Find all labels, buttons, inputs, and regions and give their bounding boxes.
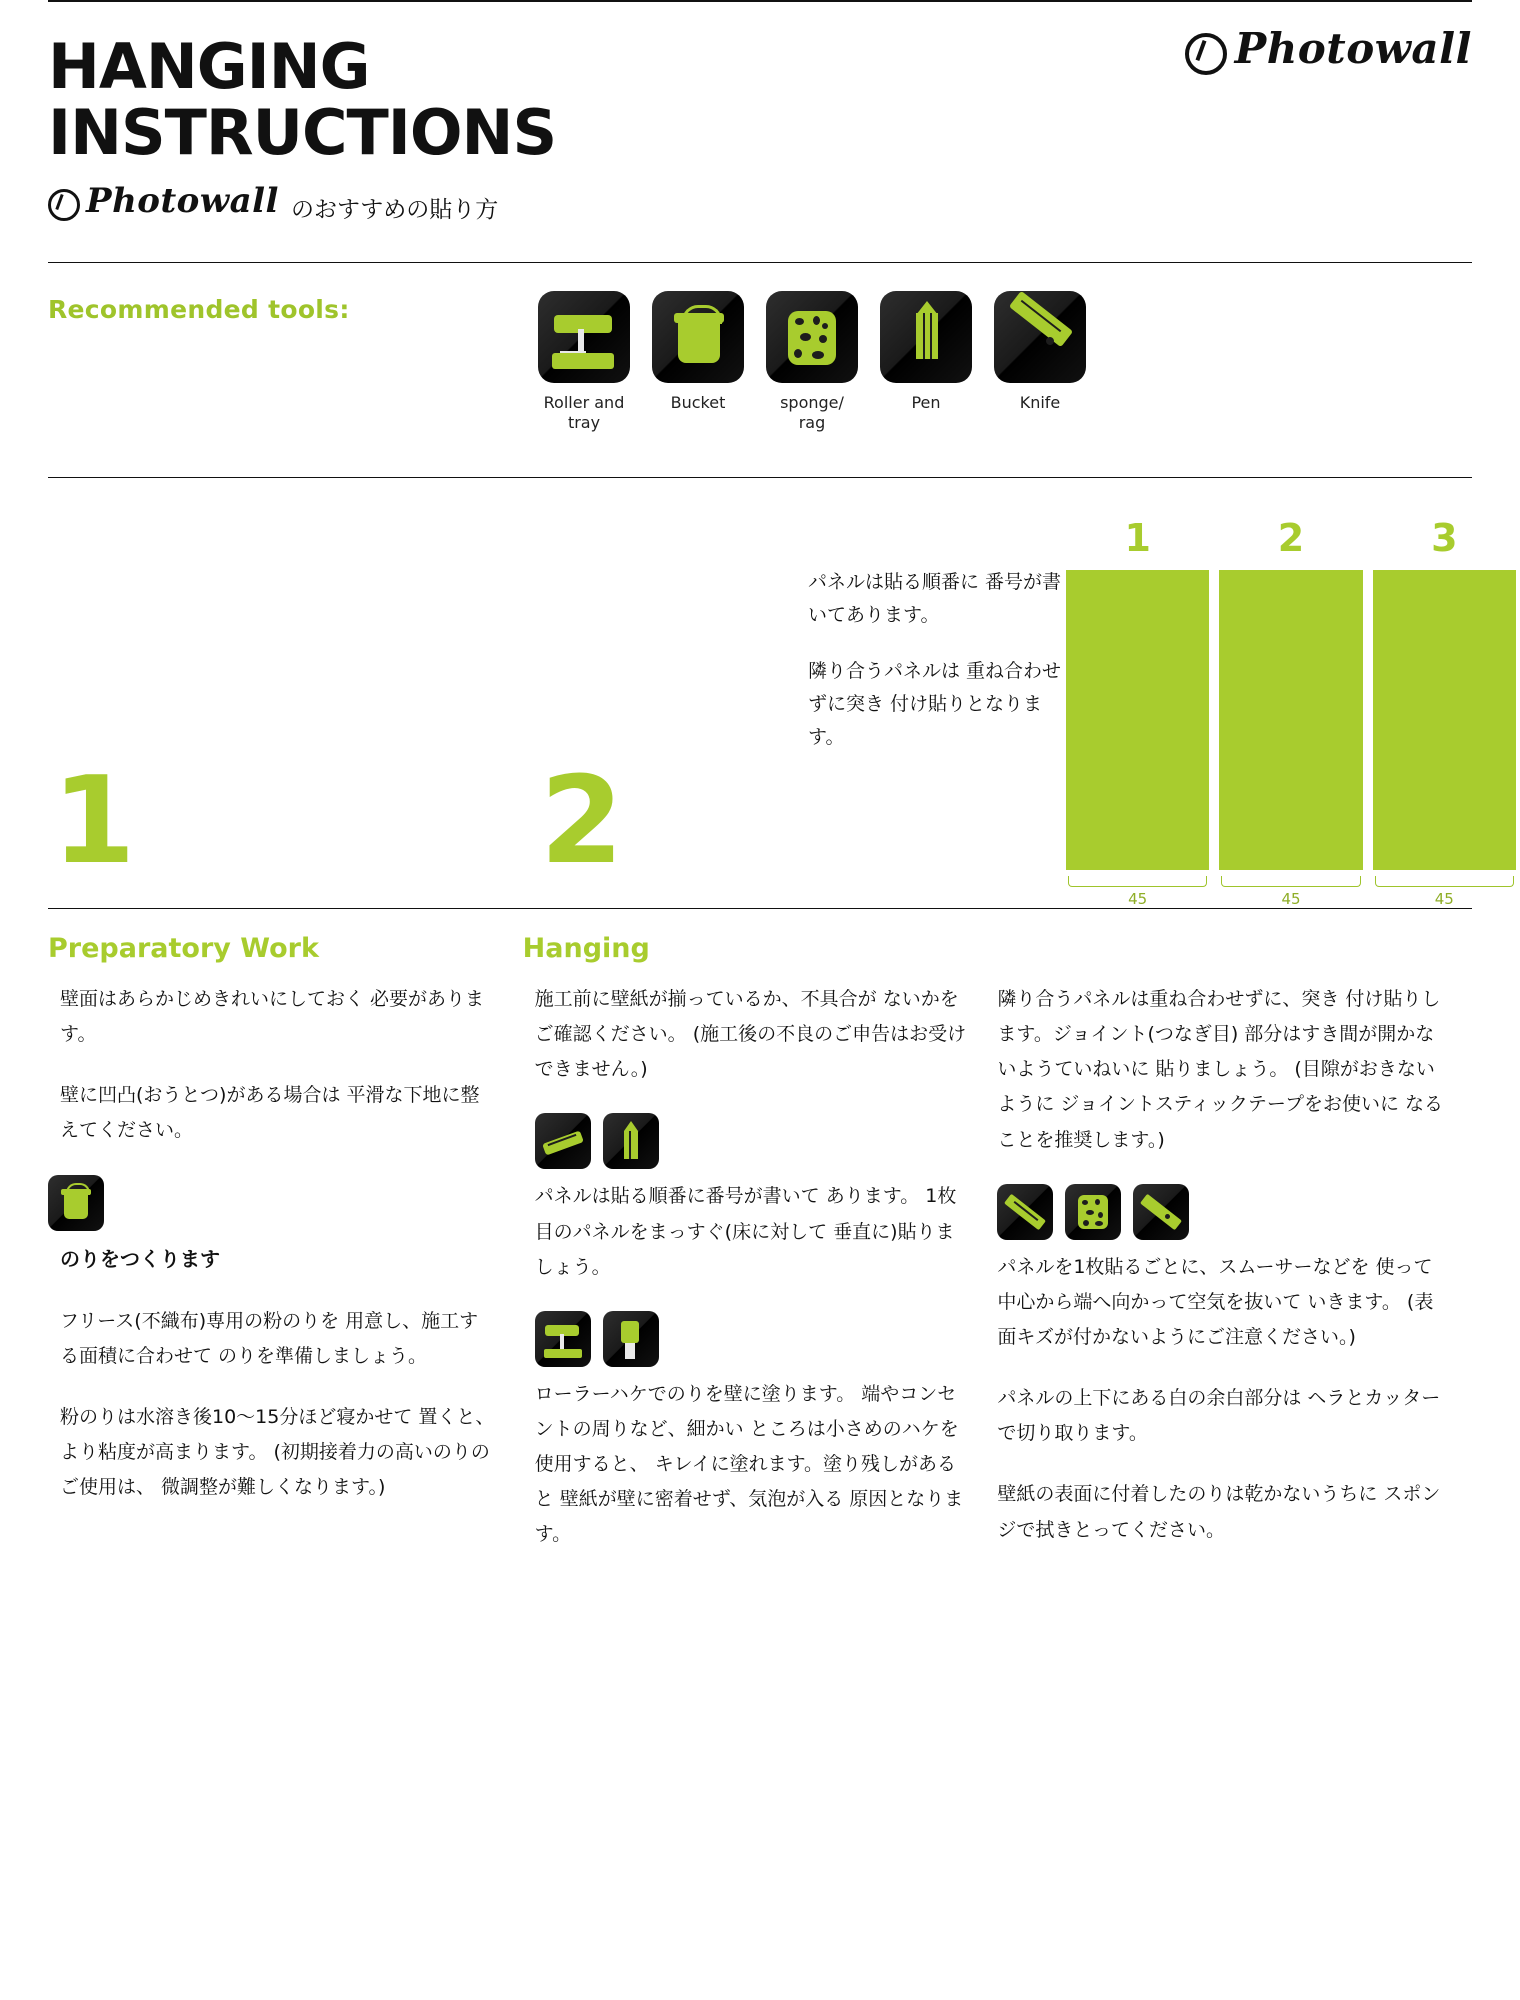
tools-divider xyxy=(48,477,1472,478)
panel-width-label: 45 xyxy=(1373,874,1516,908)
prep-paragraph-1: 壁面はあらかじめきれいにしておく 必要があります。 xyxy=(60,988,485,1046)
subtitle-row xyxy=(48,181,1472,224)
hanging-paragraph-3: ローラーハケでのりを壁に塗ります。 端やコンセントの周りなど、細かい ところは小さめのハケを使用すると、 キレイに塗れます。塗り残しがあると 壁紙が壁に密着せず、気泡が入る 原因となります。 xyxy=(534,1382,964,1546)
instruction-columns xyxy=(48,917,1472,1579)
hanging-paragraph-1: 施工前に壁紙が揃っているか、不具合が ないかをご確認ください。 (施工後の不良のご申告はお受けできません。) xyxy=(534,988,967,1081)
panel-strip xyxy=(1219,570,1362,870)
column-1-body xyxy=(48,982,495,1505)
knife-icon xyxy=(997,1184,1053,1240)
mid-divider xyxy=(48,908,1472,909)
pen-icon xyxy=(535,1113,591,1169)
knife-icon xyxy=(1133,1184,1189,1240)
joining-paragraph-2: パネルを1枚貼るごとに、スムーサーなどを 使って中心から端へ向かって空気を抜いて いきます。 (表面キズが付かないようにご注意ください。) xyxy=(997,1255,1434,1348)
prep-paragraph-4: 粉のりは水溶き後10〜15分ほど寝かせて 置くと、より粘度が高まります。 (初期接着力の高いのりのご使用は、 微調整が難しくなります。) xyxy=(60,1405,495,1499)
column-hanging xyxy=(523,917,998,1579)
panel-width-label: 45 xyxy=(1066,874,1209,908)
panel-note xyxy=(808,566,1068,776)
panel-diagram xyxy=(1066,516,1516,908)
tool-caption: Knife xyxy=(1019,393,1061,412)
column-3-body xyxy=(997,982,1444,1548)
photowall-logo-icon-large xyxy=(1185,33,1227,75)
prep-paragraph-3: フリース(不織布)専用の粉のりを 用意し、施工する面積に合わせて のりを準備しましょう。 xyxy=(60,1309,479,1367)
pen-icon xyxy=(880,291,972,383)
hanging-paragraph-2: パネルは貼る順番に番号が書いて あります。 1枚目のパネルをまっすぐ(床に対して 垂直に)貼りましょう。 xyxy=(534,1185,957,1278)
prep-icon-row xyxy=(48,1175,495,1231)
title-line-2: INSTRUCTIONS xyxy=(48,95,557,169)
column-2-body xyxy=(523,982,970,1553)
step-number-2: 2 xyxy=(540,752,624,891)
subtitle-japanese: のおすすめの貼り方 xyxy=(290,197,499,224)
tool-caption: sponge/ rag xyxy=(780,393,844,432)
tool-roller-and-tray xyxy=(538,291,630,433)
bucket-icon xyxy=(48,1175,104,1231)
panel-strip-row xyxy=(1066,570,1516,870)
knife-icon xyxy=(994,291,1086,383)
pen-icon xyxy=(603,1113,659,1169)
recommended-tools-section xyxy=(48,277,1472,477)
panel-width-label: 45 xyxy=(1219,874,1362,908)
hanging-icon-row-1 xyxy=(523,1113,970,1169)
prep-paragraph-2: 壁に凹凸(おうとつ)がある場合は 平滑な下地に整えてください。 xyxy=(60,1084,480,1142)
prep-subheading: のりをつくります xyxy=(60,1246,220,1271)
header-logo-text: Photowall xyxy=(1234,24,1472,73)
joining-icon-row xyxy=(997,1184,1444,1240)
roller-icon xyxy=(535,1311,591,1367)
tool-caption: Bucket xyxy=(670,393,726,412)
tool-sponge-rag xyxy=(766,291,858,433)
sponge-icon xyxy=(1065,1184,1121,1240)
brand-name: Photowall xyxy=(86,181,279,222)
title-line-1: HANGING xyxy=(48,30,370,103)
panel-number-row xyxy=(1066,516,1516,560)
tools-row xyxy=(538,291,1086,433)
hanging-icon-row-2 xyxy=(523,1311,970,1367)
photowall-logo-icon xyxy=(48,189,80,221)
panel-note-2: 隣り合うパネルは 重ね合わせずに突き 付け貼りとなります。 xyxy=(808,659,1062,748)
tool-caption: Roller and tray xyxy=(543,393,625,432)
column-heading-hanging: Hanging xyxy=(522,933,650,964)
brush-icon xyxy=(603,1311,659,1367)
column-preparatory-work xyxy=(48,917,523,1579)
header-divider xyxy=(48,262,1472,263)
panel-note-1: パネルは貼る順番に 番号が書いてあります。 xyxy=(808,571,1062,627)
joining-paragraph-4: 壁紙の表面に付着したのりは乾かないうちに スポンジで拭きとってください。 xyxy=(997,1483,1441,1541)
brand-wordmark xyxy=(48,181,279,221)
tool-bucket xyxy=(652,291,744,433)
joining-paragraph-3: パネルの上下にある白の余白部分は ヘラとカッターで切り取ります。 xyxy=(997,1387,1441,1445)
roller-and-tray-icon xyxy=(538,291,630,383)
tool-caption: Pen xyxy=(911,393,941,412)
bucket-icon xyxy=(652,291,744,383)
tool-pen xyxy=(880,291,972,433)
steps-diagram-band xyxy=(48,488,1472,908)
panel-number: 1 xyxy=(1124,516,1151,560)
recommended-tools-label: Recommended tools: xyxy=(48,295,350,324)
panel-dimension-row xyxy=(1066,874,1516,908)
joining-paragraph-1: 隣り合うパネルは重ね合わせずに、突き 付け貼りします。ジョイント(つなぎ目) 部分はすき間が開かないようていねいに 貼りましょう。 (目隙がおきないように ジョイントスティックテープをお使いに なることを推奨します。) xyxy=(997,988,1444,1151)
header-logo xyxy=(1185,24,1472,73)
step-number-1: 1 xyxy=(52,752,136,891)
panel-strip xyxy=(1066,570,1209,870)
column-joining xyxy=(997,917,1472,1579)
panel-number: 2 xyxy=(1277,516,1305,560)
panel-strip xyxy=(1373,570,1516,870)
panel-number: 3 xyxy=(1431,516,1458,560)
tool-knife xyxy=(994,291,1086,433)
sponge-rag-icon xyxy=(766,291,858,383)
page-header xyxy=(48,2,1472,262)
column-heading-preparatory: Preparatory Work xyxy=(48,933,319,964)
